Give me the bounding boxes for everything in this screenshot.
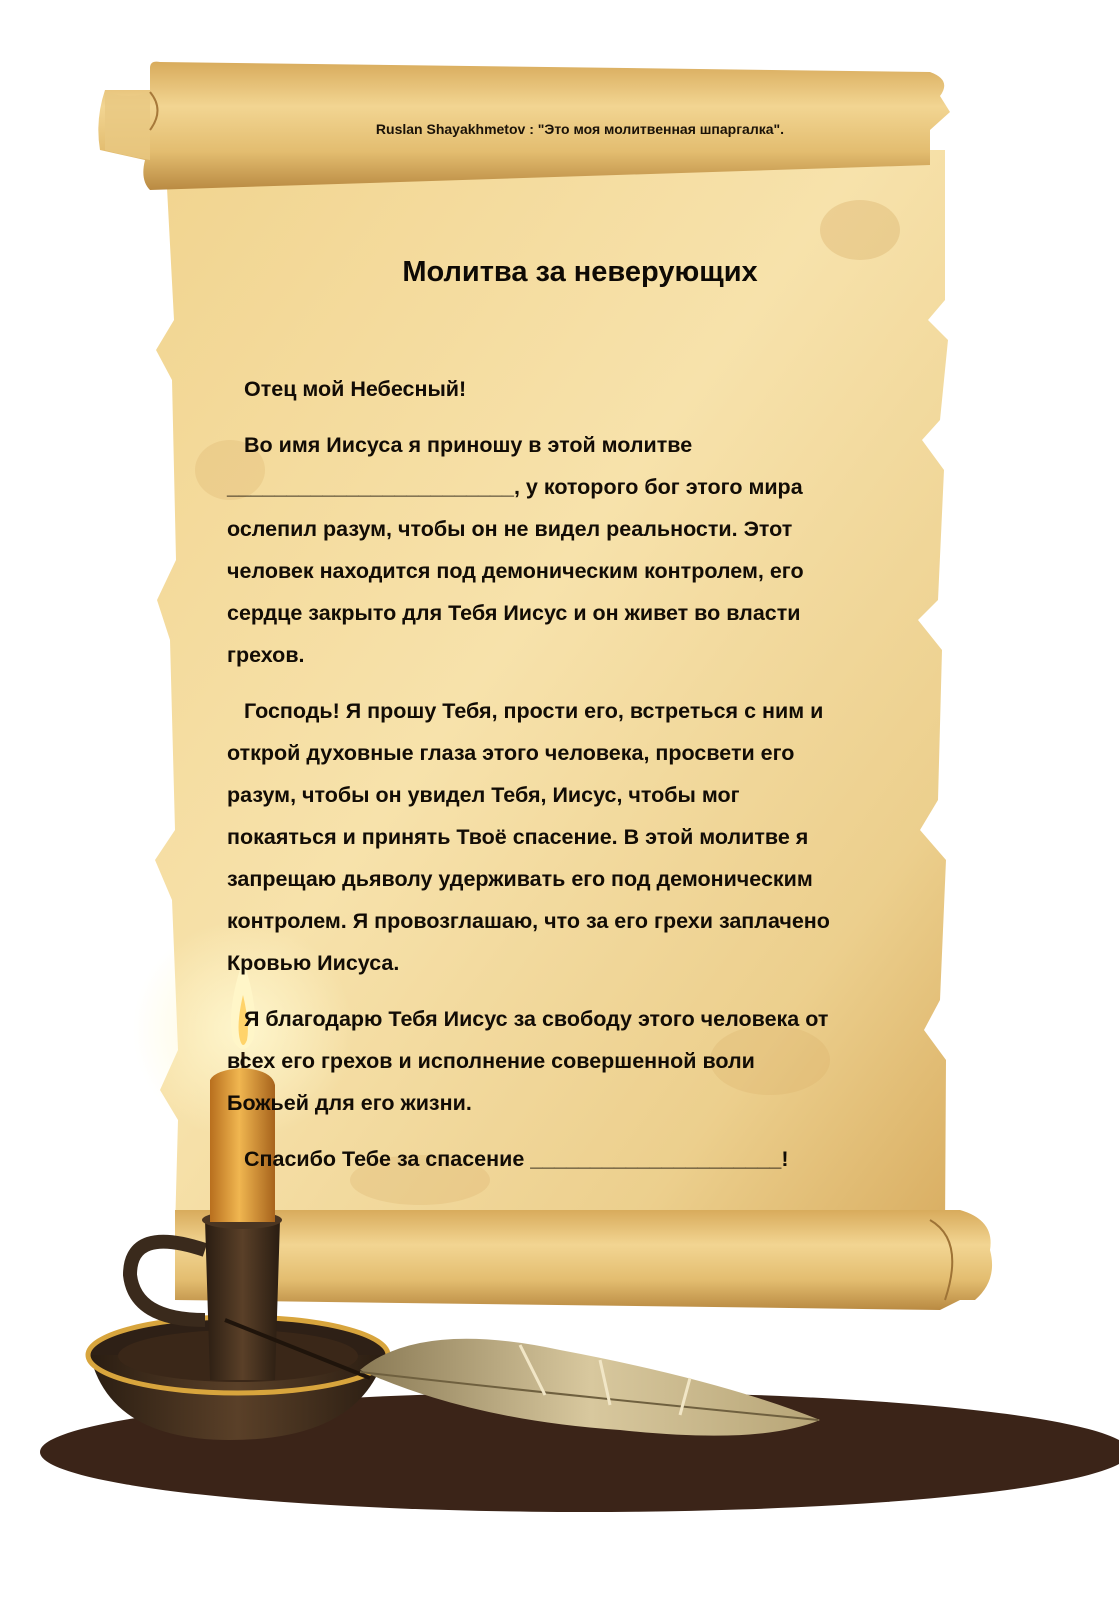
prayer-paragraph: Отец мой Небесный!: [244, 377, 467, 401]
attribution-header: Ruslan Shayakhmetov : "Это моя молитвенная шпаргалка".: [375, 121, 785, 137]
prayer-paragraph: Господь! Я прошу Тебя, прости его, встреться с ним и открой духовные глаза этого человека, просвети его разум, чтобы он увидел Тебя, Иисус, чтобы мог покаяться и принять Твоё спасение. В этой молитве я запрещаю дьяволу удерживать его под демоническим контролем. Я провозглашаю, что за его грехи заплачено Кровью Иисуса.: [227, 699, 830, 975]
page-title: Молитва за неверующих: [402, 256, 758, 288]
prayer-paragraph: Спасибо Тебе за спасение _____________________!: [244, 1147, 789, 1171]
scroll-bottom-roll: [175, 1210, 992, 1310]
prayer-body: [227, 368, 927, 1194]
prayer-paragraph: Я благодарю Тебя Иисус за свободу этого человека от всех его грехов и исполнение совершенной воли Божьей для его жизни.: [227, 1007, 829, 1115]
prayer-paragraph: Во имя Иисуса я приношу в этой молитве ________________________, у которого бог этого мира ослепил разум, чтобы он не видел реальности. Этот человек находится под демоническим контролем, его сердце закрыто для Тебя Иисус и он живет во власти грехов.: [227, 433, 804, 667]
